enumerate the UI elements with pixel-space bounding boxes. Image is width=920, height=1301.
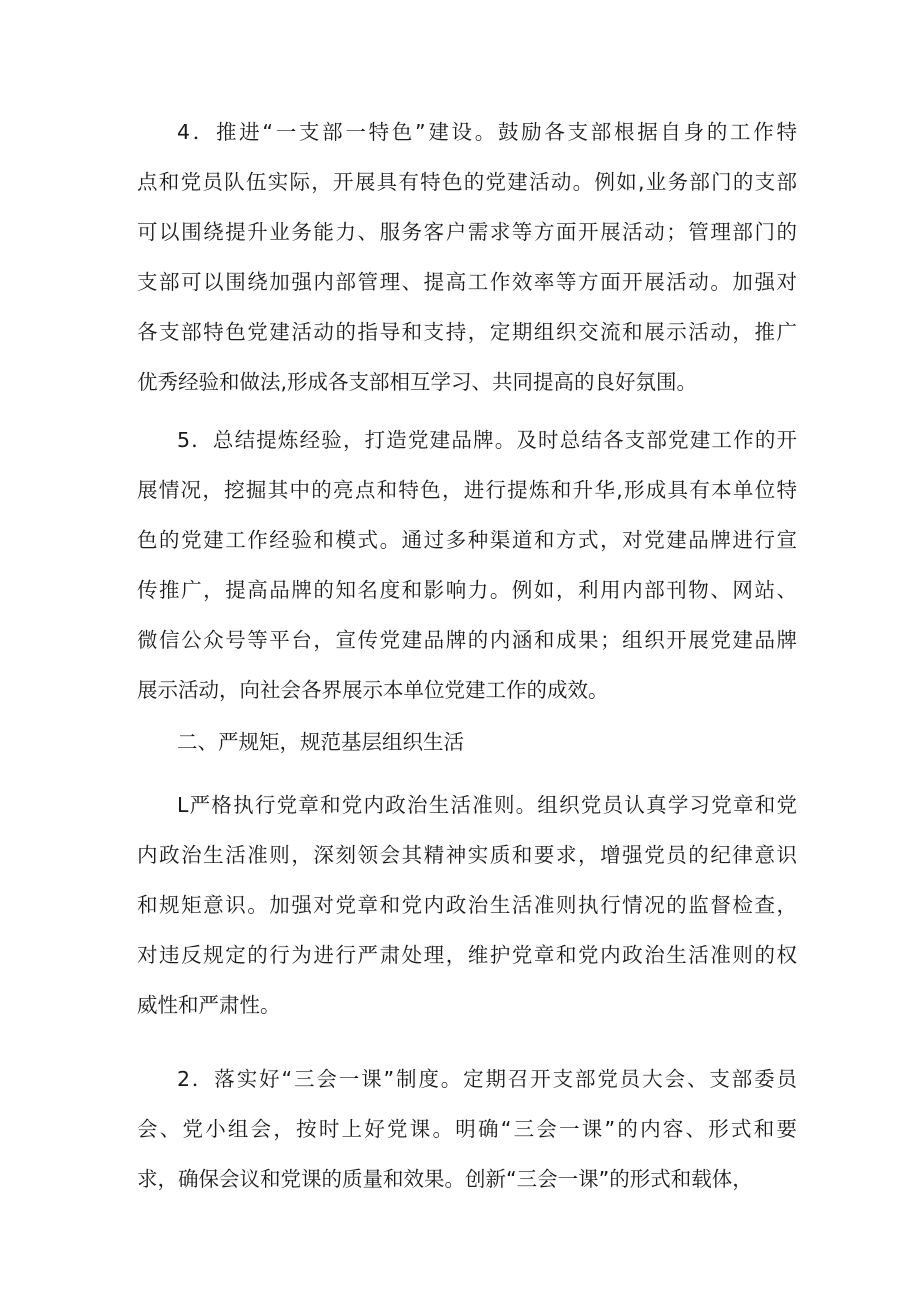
paragraph-1-line-5: 威性和严肃性。	[137, 993, 281, 1017]
paragraph-1-line-3: 和规矩意识。加强对党章和党内政治生活准则执行情况的监督检查，	[137, 893, 797, 917]
paragraph-5-line-2: 展情况，挖掘其中的亮点和特色，进行提炼和升华,形成具有本单位特	[137, 478, 797, 502]
paragraph-4-line-5: 各支部特色党建活动的指导和支持，定期组织交流和展示活动，推广	[137, 320, 797, 344]
paragraph-4-line-4: 支部可以围绕加强内部管理、提高工作效率等方面开展活动。加强对	[137, 270, 797, 294]
paragraph-5-line-4: 传推广，提高品牌的知名度和影响力。例如，利用内部刊物、网站、	[137, 578, 797, 602]
paragraph-5-line-1: 5．总结提炼经验，打造党建品牌。及时总结各支部党建工作的开	[177, 428, 797, 452]
paragraph-4-line-2: 点和党员队伍实际，开展具有特色的党建活动。例如,业务部门的支部	[137, 170, 797, 194]
paragraph-5-line-6: 展示活动，向社会各界展示本单位党建工作的成效。	[137, 678, 609, 702]
paragraph-1-line-4: 对违反规定的行为进行严肃处理，维护党章和党内政治生活准则的权	[137, 943, 797, 967]
paragraph-4-line-3: 可以围绕提升业务能力、服务客户需求等方面开展活动；管理部门的	[137, 220, 797, 244]
paragraph-2-line-3: 求，确保会议和党课的质量和效果。创新“三会一课”的形式和载体，	[137, 1167, 753, 1191]
paragraph-2-line-2: 会、党小组会，按时上好党课。明确“三会一课”的内容、形式和要	[137, 1117, 797, 1141]
paragraph-4-line-1: 4．推进“一支部一特色”建设。鼓励各支部根据自身的工作特	[177, 120, 797, 144]
paragraph-1-line-2: 内政治生活准则，深刻领会其精神实质和要求，增强党员的纪律意识	[137, 843, 797, 867]
section-heading: 二、严规矩，规范基层组织生活	[177, 730, 464, 754]
paragraph-4-line-6: 优秀经验和做法,形成各支部相互学习、共同提高的良好氛围。	[137, 370, 698, 394]
paragraph-2-line-1: 2．落实好“三会一课”制度。定期召开支部党员大会、支部委员	[177, 1067, 797, 1091]
paragraph-1-line-1: L严格执行党章和党内政治生活准则。组织党员认真学习党章和党	[177, 793, 797, 817]
paragraph-5-line-5: 微信公众号等平台，宣传党建品牌的内涵和成果；组织开展党建品牌	[137, 628, 797, 652]
paragraph-5-line-3: 色的党建工作经验和模式。通过多种渠道和方式，对党建品牌进行宣	[137, 528, 797, 552]
